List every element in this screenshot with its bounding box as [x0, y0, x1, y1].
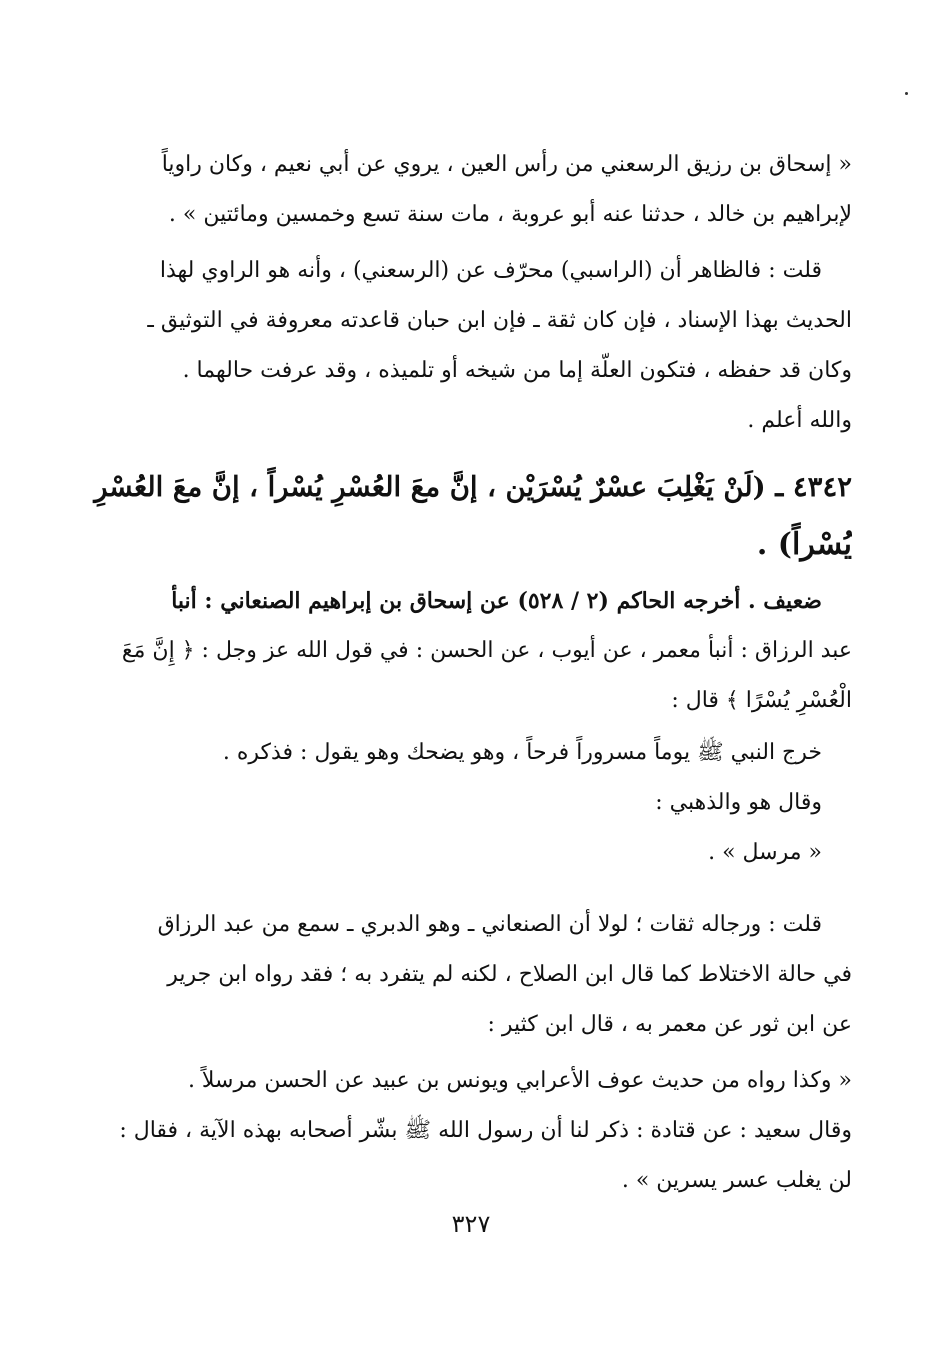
narration-quote [90, 728, 852, 878]
text-line: في حالة الاختلاط كما قال ابن الصلاح ، لكنه لم يتفرد به ؛ فقد رواه ابن جرير [167, 962, 852, 987]
quote-paragraph-1 [90, 140, 852, 240]
text-line: قلت : فالظاهر أن (الراسبي) محرّف عن (الرسعني) ، وأنه هو الراوي لهذا [159, 258, 822, 283]
text-line: وكان قد حفظه ، فتكون العلّة إما من شيخه أو تلميذه ، وقد عرفت حالهما . [182, 358, 852, 383]
text-line: خرج النبي ﷺ يوماً مسروراً فرحاً ، وهو يضحك وهو يقول : فذكره . [222, 740, 822, 765]
text-line: وقال هو والذهبي : [655, 790, 822, 815]
commentary-paragraph-1 [90, 246, 852, 446]
text-line: وقال سعيد : عن قتادة : ذكر لنا أن رسول الله ﷺ بشّر أصحابه بهذه الآية ، فقال : [119, 1118, 852, 1143]
text-line: والله أعلم . [747, 408, 852, 433]
hadith-heading [90, 458, 852, 574]
text-line: الحديث بهذا الإسناد ، فإن كان ثقة ـ فإن ابن حبان قاعدته معروفة في التوثيق ـ [147, 308, 852, 333]
text-line: لإبراهيم بن خالد ، حدثنا عنه أبو عروبة ، مات سنة تسع وخمسين ومائتين » . [168, 202, 852, 227]
hadith-title-line: ٤٣٤٢ ـ (لَنْ يَغْلِبَ عسْرٌ يُسْرَيْن ، إنَّ معَ العُسْرِ يُسْراً ، إنَّ معَ العُسْرِ [94, 471, 852, 503]
quote-paragraph-2 [90, 1056, 852, 1206]
page-number: ٣٢٧ [451, 1210, 491, 1238]
text-line: ضعيف . أخرجه الحاكم (٢ / ٥٢٨) عن إسحاق بن إبراهيم الصنعاني : أنبأ [171, 588, 822, 614]
text-line: لن يغلب عسر يسرين » . [621, 1168, 852, 1193]
text-line: « مرسل » . [708, 840, 822, 865]
grading-paragraph [90, 576, 852, 726]
text-line: عبد الرزاق : أنبأ معمر ، عن أيوب ، عن الحسن : في قول الله عز وجل : ﴿ إِنَّ مَعَ [121, 638, 852, 663]
text-line: الْعُسْرِ يُسْرًا ﴾ قال : [671, 688, 852, 713]
scan-speck [905, 92, 908, 95]
hadith-title-line: يُسْراً) . [756, 527, 852, 562]
text-line: « وكذا رواه من حديث عوف الأعرابي ويونس بن عبيد عن الحسن مرسلاً . [187, 1068, 852, 1093]
commentary-paragraph-2 [90, 900, 852, 1050]
text-line: عن ابن ثور عن معمر به ، قال ابن كثير : [487, 1012, 852, 1037]
text-line: قلت : ورجاله ثقات ؛ لولا أن الصنعاني ـ وهو الدبري ـ سمع من عبد الرزاق [157, 912, 822, 937]
text-line: « إسحاق بن رزيق الرسعني من رأس العين ، يروي عن أبي نعيم ، وكان راوياً [161, 152, 852, 177]
